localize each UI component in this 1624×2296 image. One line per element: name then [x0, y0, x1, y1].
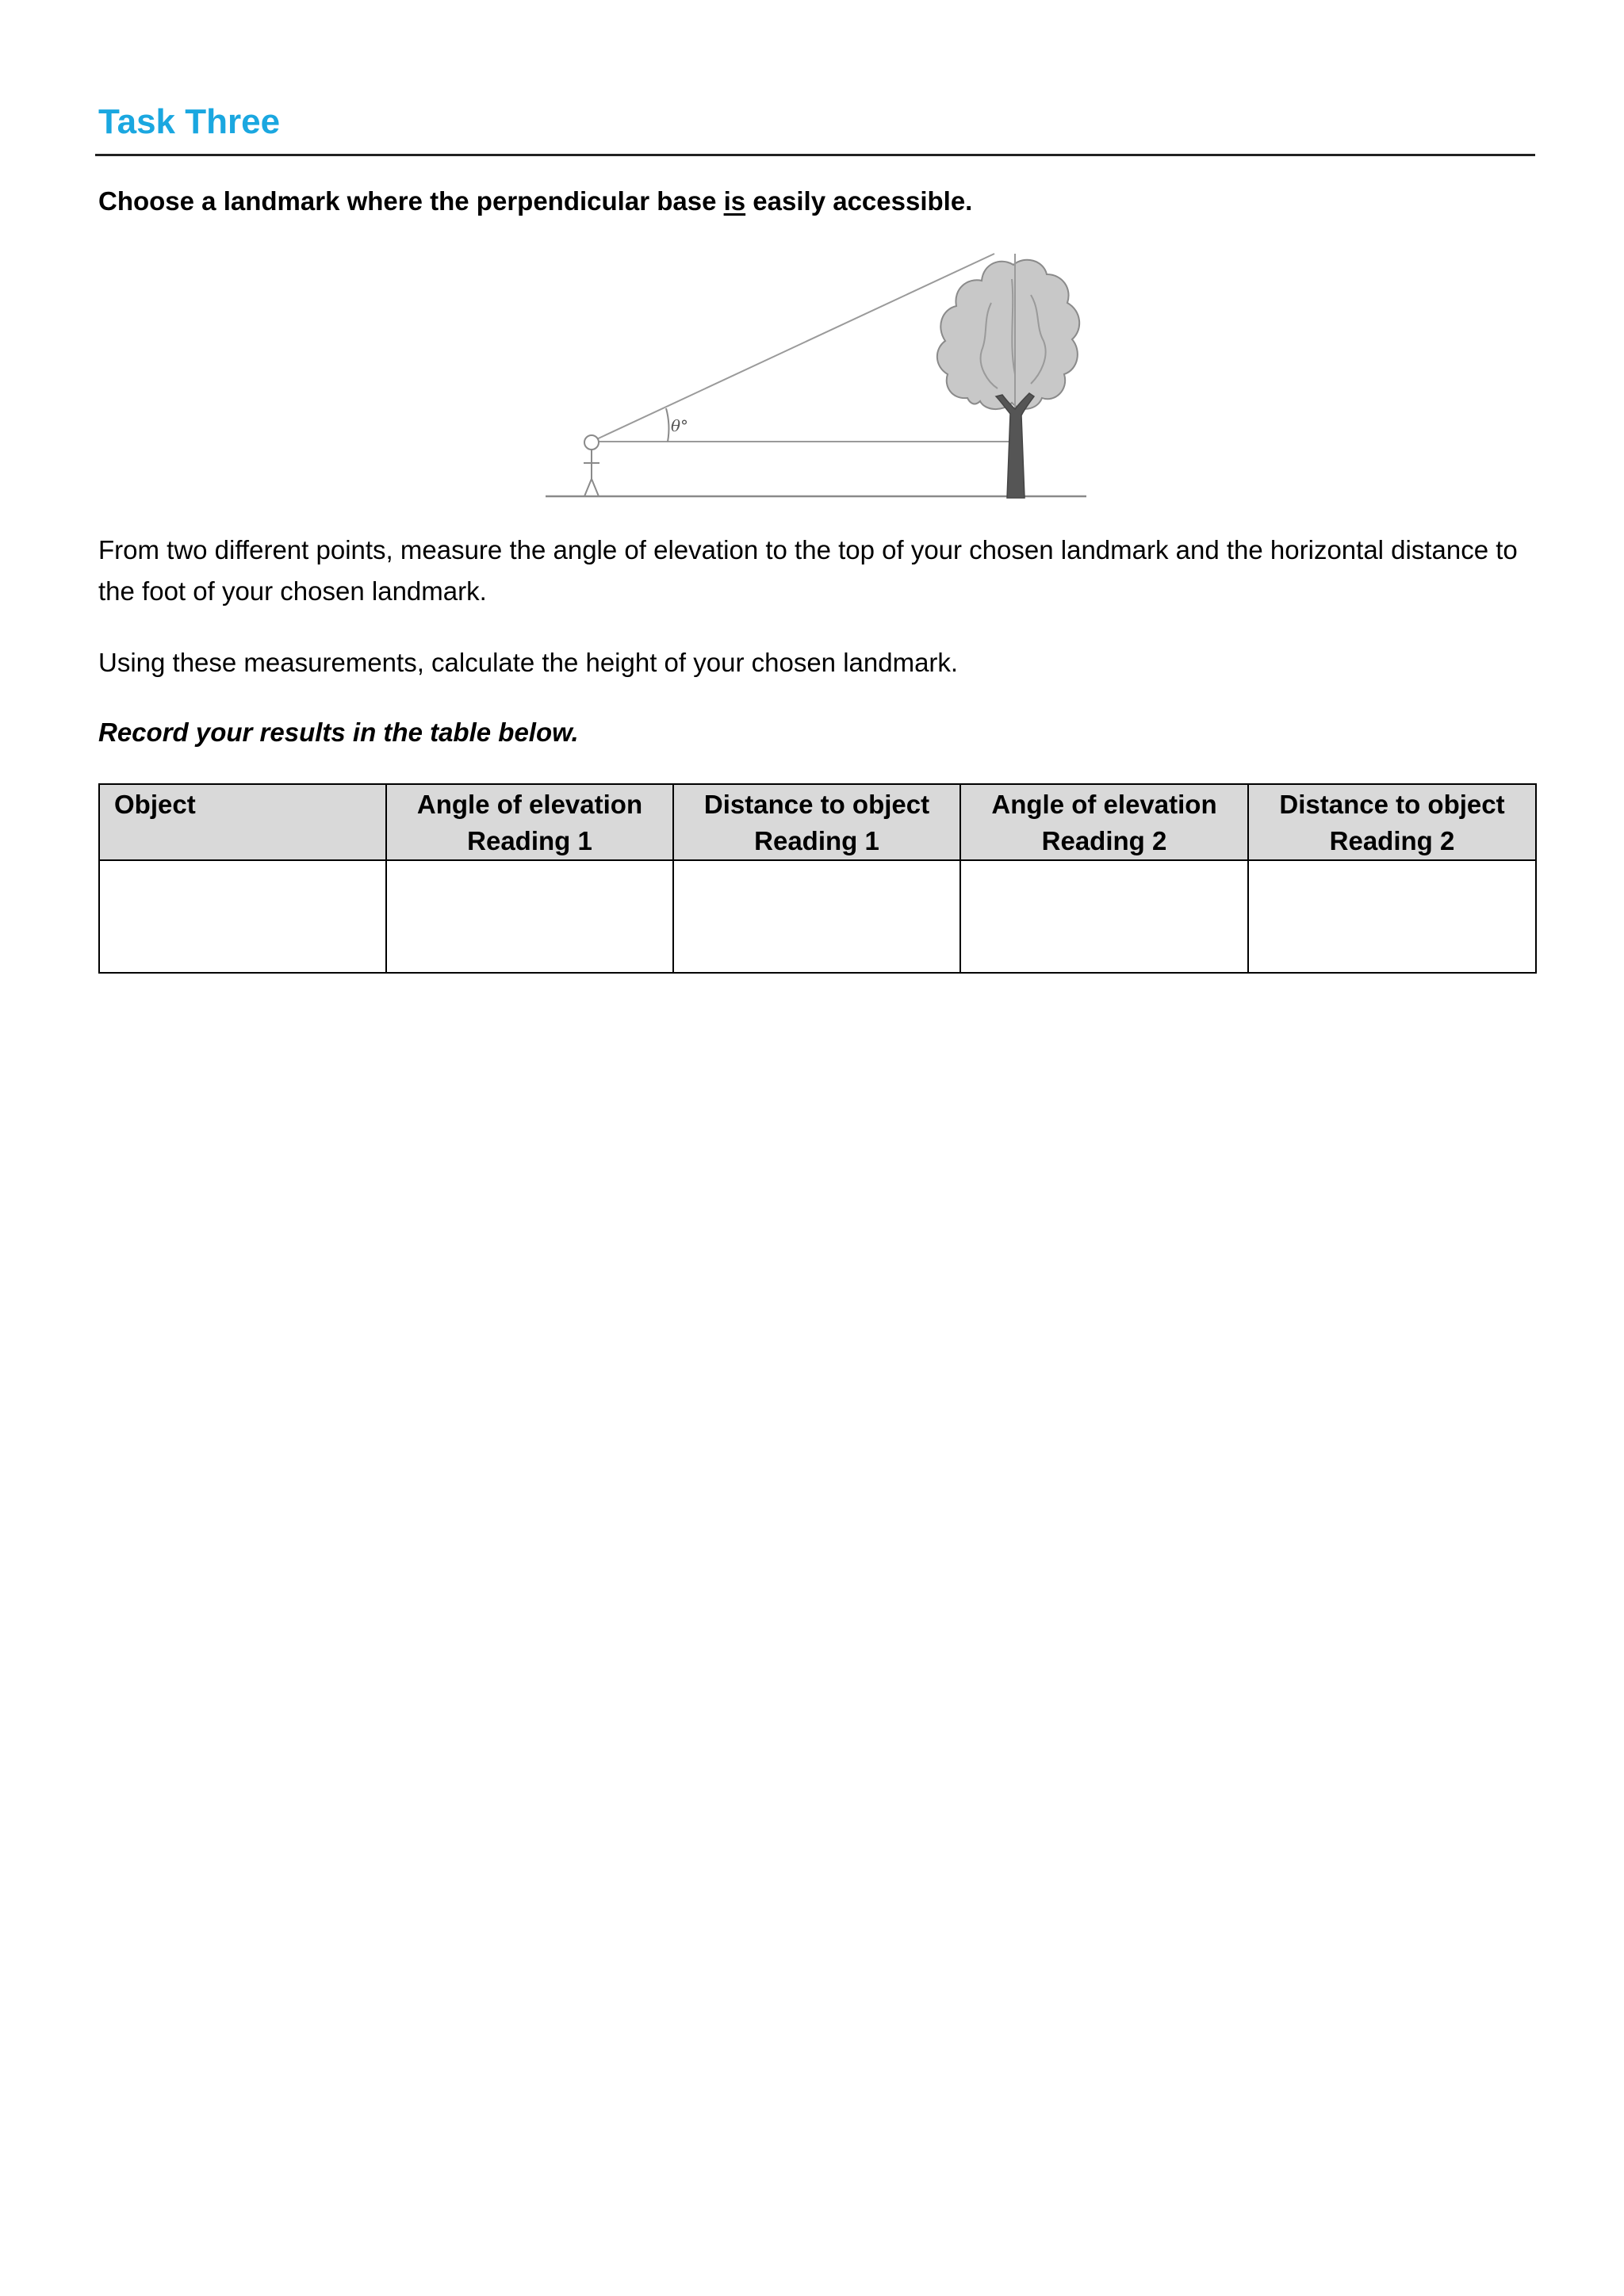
header-line: Reading 2 [1041, 826, 1167, 855]
calculate-instruction: Using these measurements, calculate the height of your chosen landmark. [98, 648, 959, 677]
header-line: Reading 1 [467, 826, 592, 855]
table-row [99, 860, 1536, 973]
measure-instruction: From two different points, measure the angle of elevation to the top of your chosen landmark and the horizontal distance to the foot of your chosen landmark. [98, 535, 1518, 606]
angle-of-elevation-diagram [539, 247, 1094, 509]
header-line: Angle of elevation [416, 790, 643, 819]
header-line: Reading 2 [1329, 826, 1455, 855]
header-line: Reading 1 [754, 826, 879, 855]
header-line: Angle of elevation [991, 790, 1217, 819]
cell-object[interactable] [99, 860, 386, 973]
cell-angle-reading-2[interactable] [960, 860, 1248, 973]
task-instruction [98, 184, 972, 219]
instruction-emphasis: is [723, 186, 746, 216]
header-line: Distance to object [1279, 790, 1505, 819]
header-object [99, 784, 386, 860]
heading-divider [95, 154, 1535, 156]
header-line: Object [114, 790, 196, 819]
header-distance-reading-1 [673, 784, 960, 860]
tree-canopy [937, 260, 1079, 409]
angle-label: θ° [671, 416, 689, 435]
tree-landmark [937, 254, 1079, 498]
instruction-text-end: easily accessible. [745, 186, 973, 216]
results-table [98, 783, 1537, 974]
angle-arc [666, 408, 668, 442]
record-instruction: Record your results in the table below. [98, 718, 579, 747]
cell-angle-reading-1[interactable] [386, 860, 673, 973]
cell-distance-reading-2[interactable] [1248, 860, 1536, 973]
header-angle-reading-1 [386, 784, 673, 860]
header-angle-reading-2 [960, 784, 1248, 860]
header-line: Distance to object [703, 790, 930, 819]
task-heading: Task Three [98, 102, 281, 141]
cell-distance-reading-1[interactable] [673, 860, 960, 973]
instruction-text-start: Choose a landmark where the perpendicular base [98, 186, 724, 216]
header-distance-reading-2 [1248, 784, 1536, 860]
line-of-sight [592, 254, 994, 442]
table-header-row [99, 784, 1536, 860]
observer-figure [584, 435, 599, 496]
